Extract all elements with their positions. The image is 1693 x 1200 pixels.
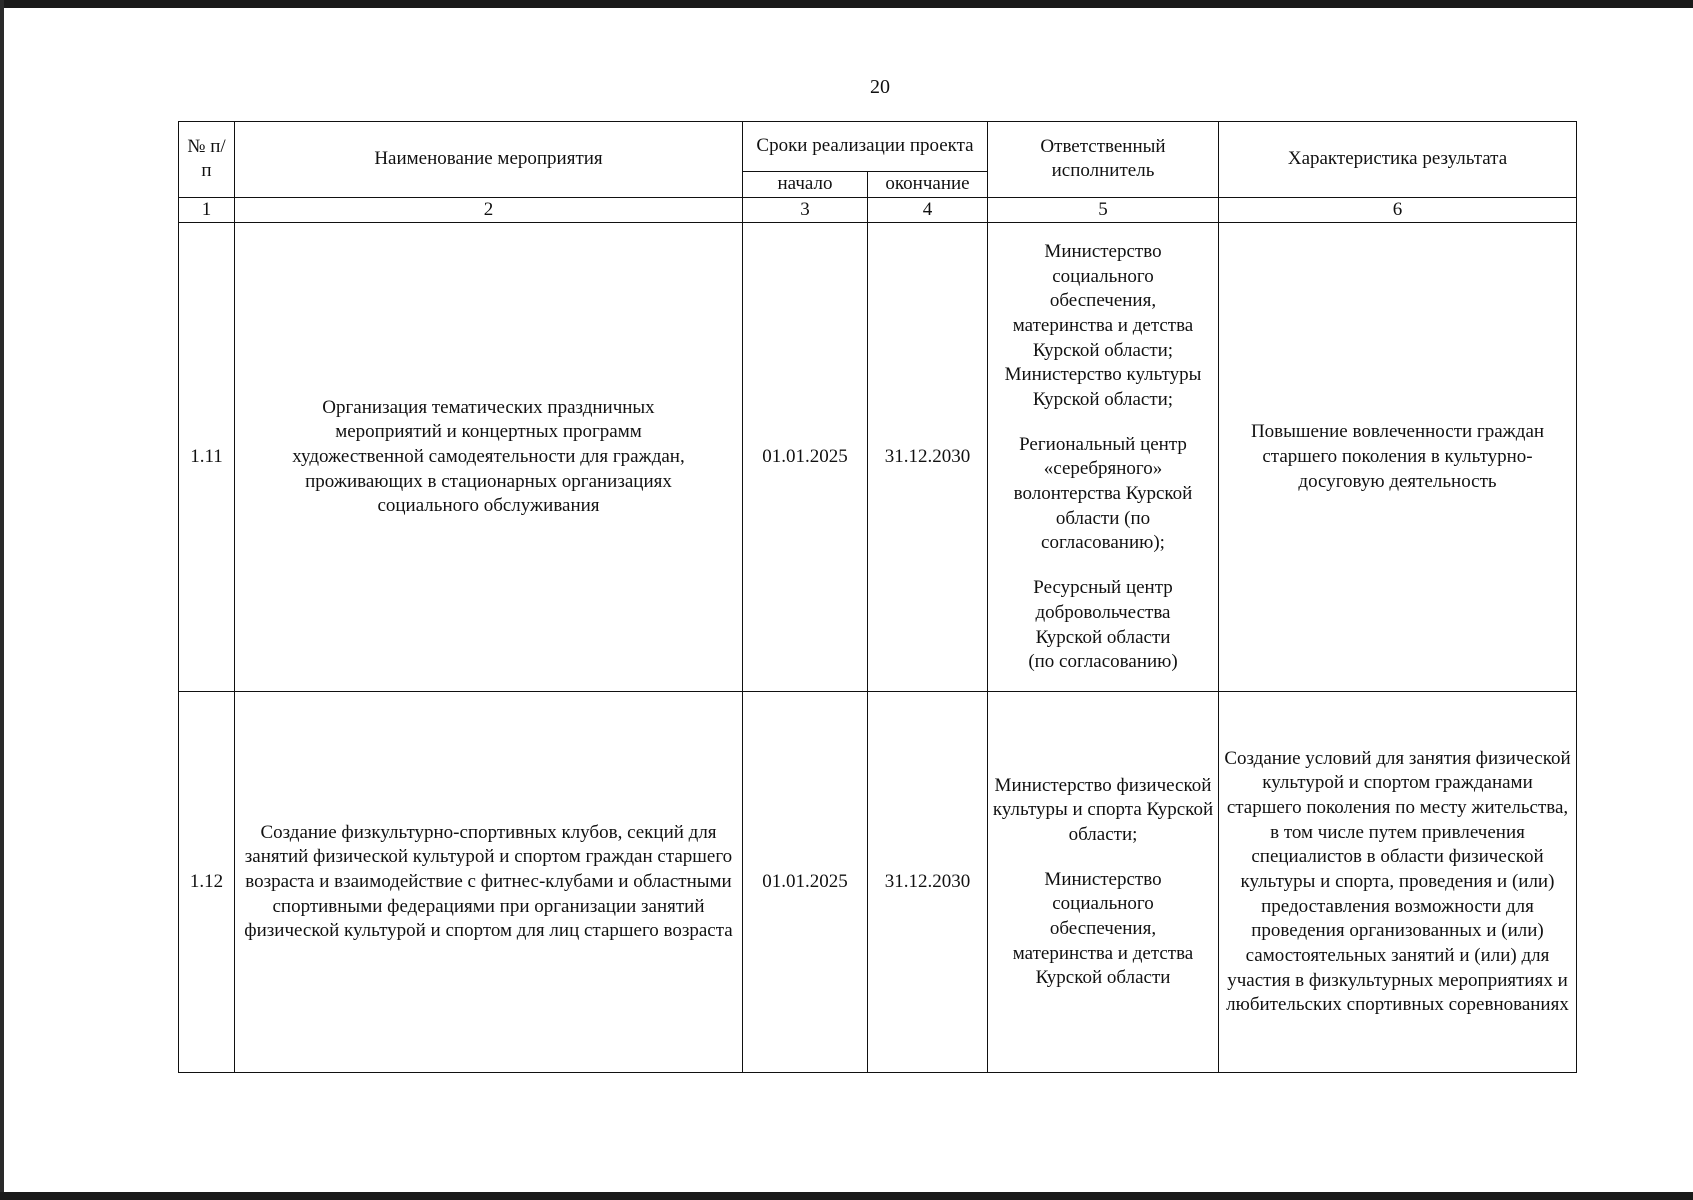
column-number: 6 [1219, 197, 1577, 223]
header-executor: Ответственный исполнитель [988, 122, 1219, 198]
row-start-date: 01.01.2025 [743, 223, 868, 692]
executor-entry: Министерство социального обеспечения, материнства и детства Курской области [1012, 868, 1194, 989]
row-result: Создание условий для занятия физической культурой и спортом гражданами старшего поколения по месту жительства, в том числе путем привлечения специалистов в области физической культуры и спорта, проведения и (или) предоставления возможности для проведения организованных и (или) самостоятельных занятий и (или) для участия в физкультурных мероприятиях и любительских спортивных соревнованиях [1219, 692, 1577, 1073]
header-start: начало [743, 172, 868, 198]
row-start-date: 01.01.2025 [743, 692, 868, 1073]
header-result: Характеристика результата [1219, 122, 1577, 198]
scan-border-left [0, 0, 4, 1200]
table-row [179, 692, 1577, 1073]
executor-entry: Министерство физической культуры и спорта Курской области; [992, 774, 1214, 845]
executor-entry: Ресурсный центр добровольчества Курской области (по согласованию) [1028, 577, 1178, 673]
column-number: 1 [179, 197, 235, 223]
row-result: Повышение вовлеченности граждан старшего поколения в культурно-досуговую деятельность [1219, 223, 1577, 692]
events-table [178, 121, 1577, 1073]
row-name: Создание физкультурно-спортивных клубов, секций для занятий физической культурой и спортом граждан старшего возраста и взаимодействие с фитнес-клубами и областными спортивными федерациями при организации занятий физической культурой и спортом для лиц старшего возраста [235, 692, 743, 1073]
scan-border-top [0, 0, 1693, 8]
column-number-row [179, 197, 1577, 223]
header-name: Наименование мероприятия [235, 122, 743, 198]
header-end: окончание [868, 172, 988, 198]
column-number: 2 [235, 197, 743, 223]
column-number: 3 [743, 197, 868, 223]
row-end-date: 31.12.2030 [868, 223, 988, 692]
row-executor [988, 692, 1219, 1073]
table-row [179, 223, 1577, 692]
header-row [179, 122, 1577, 172]
row-num: 1.11 [179, 223, 235, 692]
header-num: № п/п [179, 122, 235, 198]
column-number: 4 [868, 197, 988, 223]
page-number: 20 [870, 76, 890, 98]
executor-entry: Региональный центр «серебряного» волонтерства Курской области (по согласованию); [1013, 433, 1193, 554]
row-num: 1.12 [179, 692, 235, 1073]
executor-entry: Министерство социального обеспечения, материнства и детства Курской области; Министерство культуры Курской области; [1004, 240, 1202, 410]
row-executor [988, 223, 1219, 692]
header-terms: Сроки реализации проекта [743, 122, 988, 172]
row-name: Организация тематических праздничных мероприятий и концертных программ художественной самодеятельности для граждан, проживающих в стационарных организациях социального обслуживания [235, 223, 743, 692]
row-end-date: 31.12.2030 [868, 692, 988, 1073]
column-number: 5 [988, 197, 1219, 223]
scan-border-bottom [0, 1192, 1693, 1200]
